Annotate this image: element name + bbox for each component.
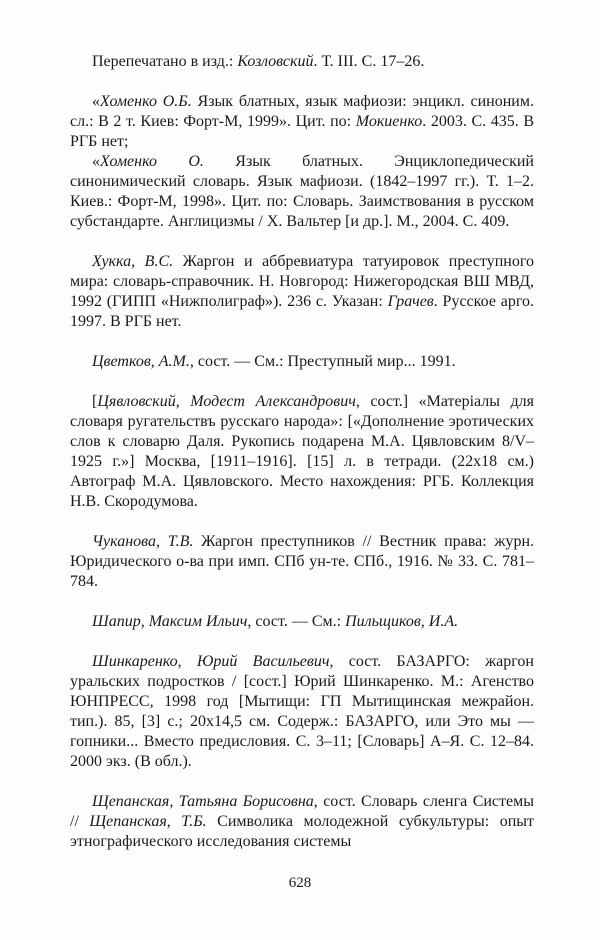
bibliography-entry bbox=[70, 52, 534, 72]
entry-text: Жаргон преступников // Вестник права: журн. Юридического о-ва при имп. СПб ун-те. СПб., 1916. № 33. С. 781–784. bbox=[70, 533, 535, 590]
entry-name-italic: Хукка, В.С. bbox=[92, 253, 174, 270]
entry-text: . 2003. С. 435. В РГБ нет; bbox=[70, 113, 535, 150]
entry-name-italic: Цявловский, Модест Александрович bbox=[97, 393, 356, 410]
entry-text: , сост. — См.: bbox=[247, 613, 346, 630]
bibliography-entry bbox=[70, 392, 534, 512]
entry-text: « bbox=[92, 93, 100, 110]
entry-text: , сост.] «Матеріалы для словаря ругательствъ русскаго народа»: [«Дополнение эротических слов к словарю Даля. Рукопись подарена М.А. Цявловским 8/V–1925 г.»] Москва, [1911–1916]. [15] л. в тетради. (22х18 см.) Автограф М.А. Цявловского. Место нахождения: РГБ. Коллекция Н.В. Скородумова. bbox=[70, 393, 534, 510]
bibliography-entry bbox=[70, 792, 534, 852]
bibliography-entries bbox=[70, 52, 534, 852]
entry-name-italic: Хоменко О. bbox=[100, 153, 204, 170]
bibliography-entry bbox=[70, 152, 534, 232]
entry-text: , сост. — См.: Преступный мир... 1991. bbox=[189, 353, 456, 370]
entry-name-italic: Шинкаренко, Юрий Васильевич bbox=[92, 653, 330, 670]
entry-name-italic: Грачев bbox=[387, 293, 434, 310]
entry-text: Перепечатано в изд.: bbox=[92, 53, 238, 70]
entry-text: , сост. БАЗАРГО: жаргон уральских подростков / [сост.] Юрий Шинкаренко. М.: Агенство ЮНПРЕСС, 1998 год [Мытищи: ГП Мытищинская межрайон. тип.). 85, [3] с.; 20х14,5 см. Содерж.: БАЗАРГО, или Это мы — гопники... Вместо предисловия. С. 3–11; [Словарь] А–Я. С. 12–84. 2000 экз. (В обл.). bbox=[70, 653, 534, 770]
entry-name-italic: Мокиенко bbox=[355, 113, 423, 130]
bibliography-entry bbox=[70, 652, 534, 772]
entry-name-italic: Чуканова, Т.В. bbox=[92, 533, 194, 550]
entry-text: « bbox=[92, 153, 100, 170]
entry-name-italic: Шапир, Максим Ильич bbox=[92, 613, 248, 630]
entry-text: . Русское арго. 1997. В РГБ нет. bbox=[70, 293, 534, 330]
entry-name-italic: Цветков, А.М. bbox=[92, 353, 190, 370]
entry-text: . Т. III. С. 17–26. bbox=[313, 53, 425, 70]
bibliography-entry bbox=[70, 252, 534, 332]
page-number: 628 bbox=[288, 875, 312, 891]
bibliography-entry bbox=[70, 92, 534, 152]
entry-name-italic: Щепанская, Т.Б. bbox=[89, 813, 207, 830]
entry-text: Язык блатных. Энциклопедический синонимический словарь. Язык мафиози. (1842–1997 гг.). Т. 1–2. Киев.: Форт-М, 1998». Цит. по: Словарь. Заимствования в русском субстандарте. Англицизмы / Х. Вальтер [и др.]. М., 2004. С. 409. bbox=[70, 153, 534, 230]
bibliography-entry bbox=[70, 352, 534, 372]
entry-text: Жаргон и аббревиатура татуировок преступного мира: словарь-справочник. Н. Новгород: Нижегородская ВШ МВД, 1992 (ГИПП «Нижполиграф»). 236 с. Указан: bbox=[70, 253, 535, 310]
entry-text: Язык блатных, язык мафиози: энцикл. синоним. сл.: В 2 т. Киев: Форт-М, 1999». Цит. по: bbox=[70, 93, 534, 130]
entry-name-italic: Козловский bbox=[237, 53, 314, 70]
bibliography-entry bbox=[70, 532, 534, 592]
entry-text: Символика молодежной субкультуры: опыт этнографического исследования системы bbox=[70, 813, 535, 850]
entry-text: , сост. Словарь сленга Системы // bbox=[70, 793, 534, 830]
bibliography-entry bbox=[70, 612, 534, 632]
entry-name-italic: Хоменко О.Б. bbox=[100, 93, 192, 110]
entry-name-italic: Щепанская, Татьяна Борисовна bbox=[92, 793, 314, 810]
entry-name-italic: Пильщиков, И.А. bbox=[345, 613, 459, 630]
entry-text: [ bbox=[92, 393, 98, 410]
